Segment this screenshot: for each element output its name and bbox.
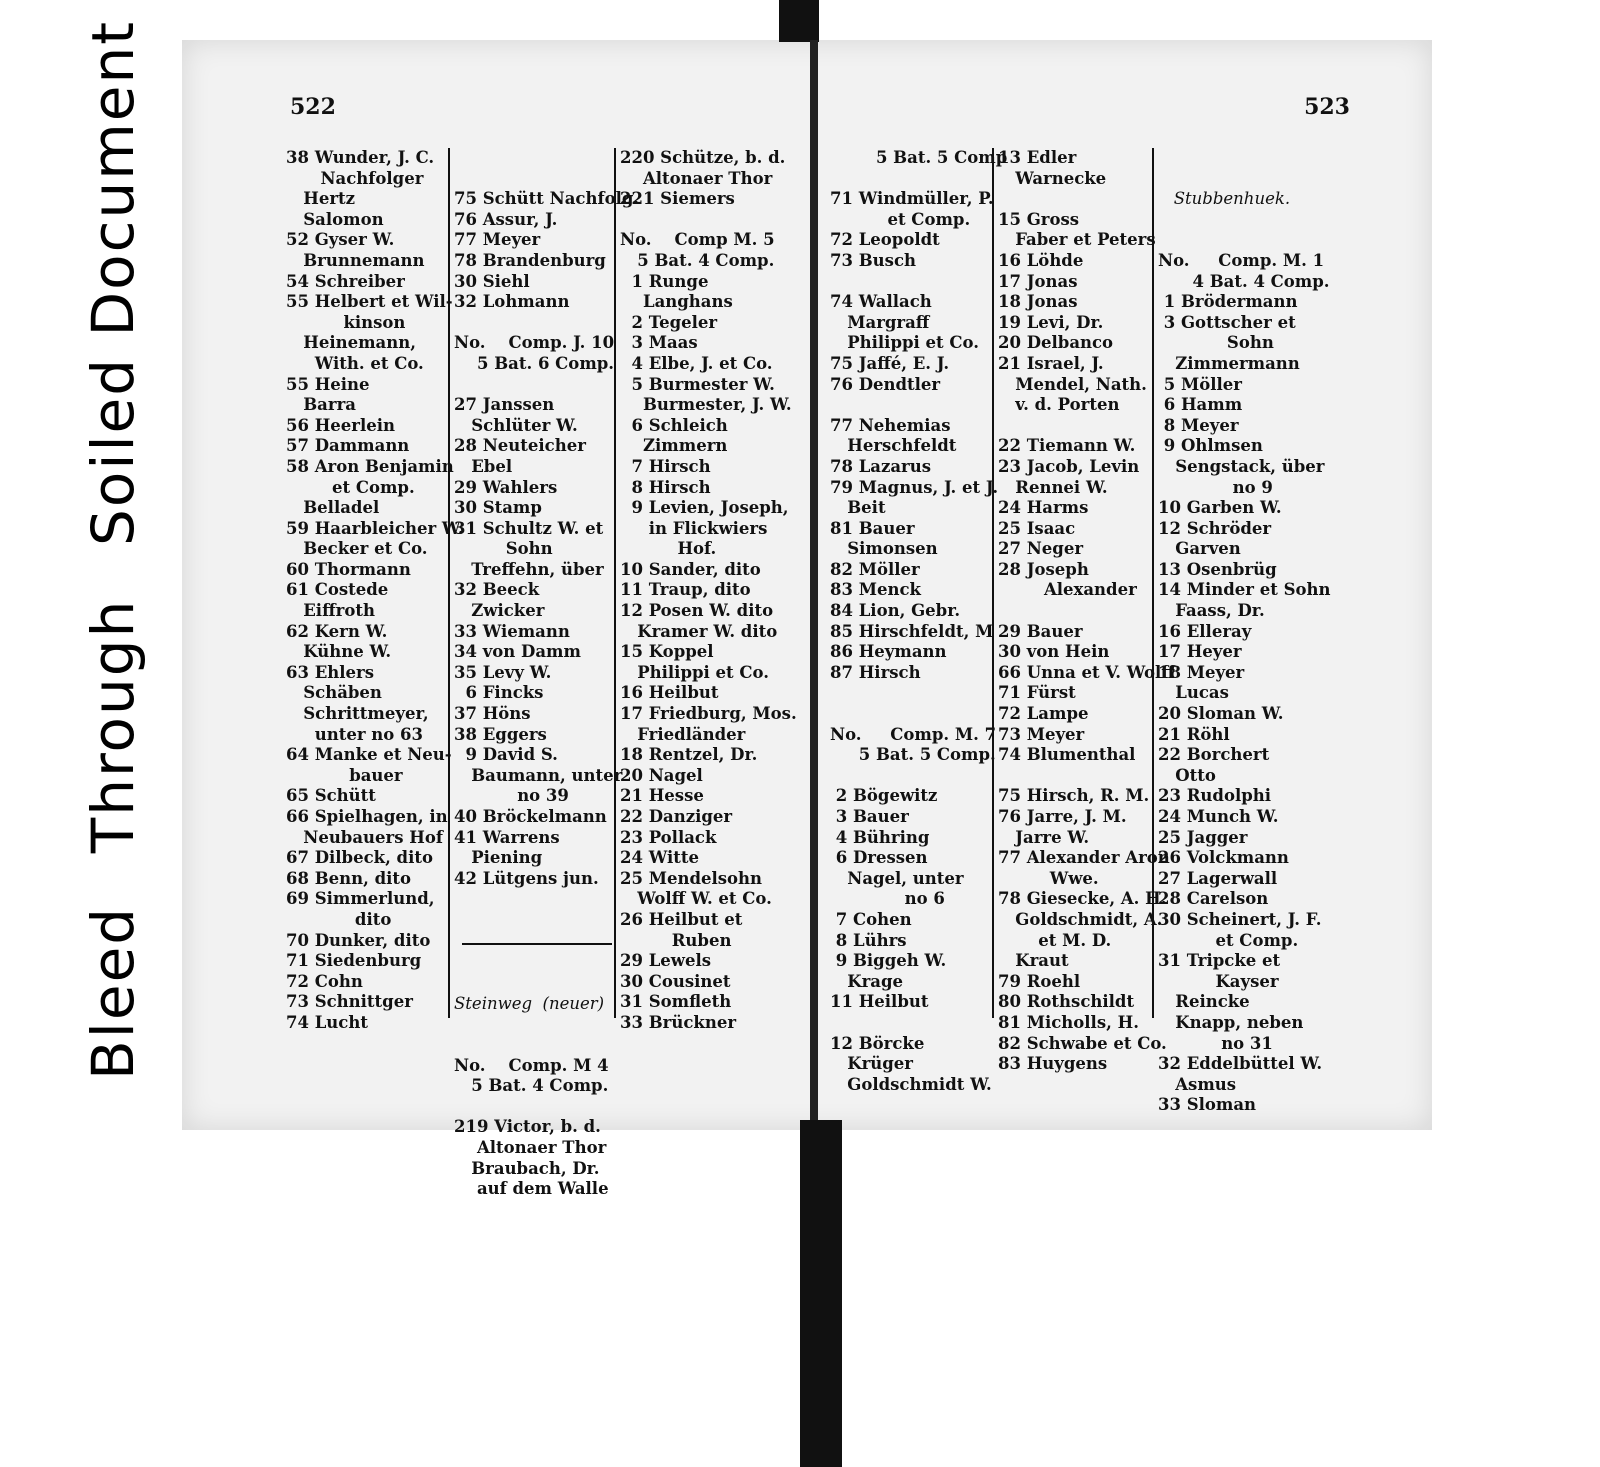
directory-entry: 9 Ohlmsen <box>1158 436 1263 456</box>
directory-entry: Belladel <box>286 498 380 518</box>
spine-top-mark <box>779 0 819 42</box>
directory-entry: 5 Bat. 4 Comp. <box>454 1076 609 1096</box>
directory-entry: 5 Bat. 6 Comp. <box>454 353 615 373</box>
directory-entry: 33 Wiemann <box>454 621 570 641</box>
directory-entry: 82 Schwabe et Co. <box>998 1033 1167 1053</box>
directory-entry: Margraff <box>830 312 930 332</box>
directory-entry: auf dem Walle <box>454 1179 609 1199</box>
directory-entry: Burmester, J. W. <box>620 395 792 415</box>
directory-entry: 17 Friedburg, Mos. <box>620 704 797 724</box>
directory-entry: 5 Bat. 5 Comp. <box>830 745 996 765</box>
directory-entry: Otto <box>1158 765 1216 785</box>
directory-entry: v. d. Porten <box>998 395 1120 415</box>
directory-entry: 5 Möller <box>1158 374 1242 394</box>
directory-entry: et M. D. <box>998 930 1112 950</box>
directory-entry: unter no 63 <box>286 724 423 744</box>
directory-entry: Kühne W. <box>286 642 392 662</box>
column-entries <box>1158 251 1330 1116</box>
directory-entry: 70 Dunker, dito <box>286 930 431 950</box>
directory-entry: 25 Isaac <box>998 518 1076 538</box>
directory-entry: 1 Brödermann <box>1158 292 1298 312</box>
page-number: 522 <box>290 94 336 120</box>
directory-entry: 26 Volckmann <box>1158 848 1289 868</box>
stamp-word-through: Through <box>79 598 147 854</box>
directory-entry: 74 Blumenthal <box>998 745 1136 765</box>
directory-entry: 55 Helbert et Wil- <box>286 292 453 312</box>
directory-entry: no 31 <box>1158 1033 1273 1053</box>
directory-entry: Mendel, Nath. <box>998 374 1147 394</box>
directory-entry: 87 Hirsch <box>830 662 921 682</box>
directory-entry: Wolff W. et Co. <box>620 889 772 909</box>
directory-entry: 4 Bühring <box>830 827 930 847</box>
directory-entry: Altonaer Thor <box>454 1137 607 1157</box>
directory-entry: 65 Schütt <box>286 786 376 806</box>
directory-entry: Kraut <box>998 951 1069 971</box>
directory-entry: dito <box>286 909 392 929</box>
directory-entry: Braubach, Dr. <box>454 1158 600 1178</box>
directory-entry: 54 Schreiber <box>286 271 405 291</box>
directory-entry: 71 Windmüller, P. <box>830 189 994 209</box>
directory-entry: 38 Eggers <box>454 724 547 744</box>
directory-entry: 31 Somfleth <box>620 992 732 1012</box>
directory-entry: Piening <box>454 848 543 868</box>
directory-entry <box>830 1013 988 1034</box>
directory-entry: in Flickwiers <box>620 518 768 538</box>
directory-entry: 32 Lohmann <box>454 292 570 312</box>
directory-entry: Salomon <box>286 209 384 229</box>
directory-entry: 12 Schröder <box>1158 518 1272 538</box>
directory-entry: 56 Heerlein <box>286 415 396 435</box>
directory-entry: 3 Maas <box>620 333 698 353</box>
directory-entry: 72 Leopoldt <box>830 230 940 250</box>
directory-entry: 21 Hesse <box>620 786 704 806</box>
directory-entry: Sengstack, über <box>1158 456 1325 476</box>
directory-entry: 10 Garben W. <box>1158 498 1282 518</box>
directory-entry: 58 Aron Benjamin <box>286 456 454 476</box>
directory-entry: 32 Beeck <box>454 580 540 600</box>
directory-entry: 11 Traup, dito <box>620 580 751 600</box>
directory-entry: 28 Joseph <box>998 559 1089 579</box>
directory-entry <box>998 601 1148 622</box>
directory-entry: 2 Tegeler <box>620 312 718 332</box>
directory-entry: 27 Lagerwall <box>1158 868 1278 888</box>
directory-entry: 77 Alexander Aron <box>998 848 1170 868</box>
directory-entry: Goldschmidt, A. <box>998 909 1163 929</box>
directory-entry <box>830 683 988 704</box>
directory-column <box>998 148 1175 1074</box>
directory-entry: 8 Meyer <box>1158 415 1239 435</box>
directory-entry: 13 Edler <box>998 148 1077 167</box>
directory-entry: 57 Dammann <box>286 436 410 456</box>
stamp-word-soiled-document: Soiled Document <box>79 20 147 546</box>
directory-entry: Friedländer <box>620 724 746 744</box>
directory-entry: 20 Nagel <box>620 765 703 785</box>
directory-entry: Krage <box>830 971 903 991</box>
directory-entry: 41 Warrens <box>454 827 560 847</box>
directory-entry: 72 Lampe <box>998 704 1089 724</box>
directory-entry: no 6 <box>830 889 945 909</box>
directory-entry: Asmus <box>1158 1074 1237 1094</box>
directory-entry: 6 Schleich <box>620 415 728 435</box>
directory-entry: 81 Bauer <box>830 518 915 538</box>
directory-entry: 13 Osenbrüg <box>1158 559 1277 579</box>
directory-entry: 10 Sander, dito <box>620 559 761 579</box>
directory-entry: 19 Levi, Dr. <box>998 312 1104 332</box>
directory-entry: 17 Heyer <box>1158 642 1242 662</box>
directory-entry: With. et Co. <box>286 353 424 373</box>
directory-entry: 23 Rudolphi <box>1158 786 1272 806</box>
directory-entry: bauer <box>286 765 403 785</box>
directory-entry: Schlüter W. <box>454 415 578 435</box>
directory-entry: 29 Bauer <box>998 621 1083 641</box>
directory-entry: 69 Simmerlund, <box>286 889 435 909</box>
directory-column <box>454 148 640 1199</box>
directory-entry: 64 Manke et Neu- <box>286 745 452 765</box>
directory-entry: 22 Borchert <box>1158 745 1270 765</box>
directory-entry: Warnecke <box>998 168 1107 188</box>
directory-entry: Kramer W. dito <box>620 621 778 641</box>
directory-entry: 22 Danziger <box>620 807 733 826</box>
directory-entry: 52 Gyser W. <box>286 230 395 250</box>
directory-entry: Nagel, unter <box>830 868 964 888</box>
directory-entry: 66 Spielhagen, in <box>286 807 448 826</box>
directory-entry: Ebel <box>454 456 513 476</box>
directory-entry: 78 Giesecke, A. H. <box>998 889 1167 909</box>
directory-entry: Heinemann, <box>286 333 416 353</box>
directory-entry: 11 Heilbut <box>830 992 929 1012</box>
directory-entry: 74 Wallach <box>830 292 932 312</box>
directory-entry: Zimmermann <box>1158 353 1300 373</box>
section-title: Steinweg (neuer) <box>454 993 605 1013</box>
directory-entry: 15 Gross <box>998 209 1080 229</box>
directory-entry: Nachfolger <box>286 168 424 188</box>
directory-entry: 1 Runge <box>620 271 709 291</box>
directory-entry: 38 Wunder, J. C. <box>286 148 435 167</box>
directory-entry: 68 Benn, dito <box>286 868 412 888</box>
directory-entry <box>454 375 610 396</box>
directory-entry <box>998 766 1148 787</box>
directory-entry: 75 Schütt Nachfolg. <box>454 189 640 209</box>
directory-entry: 35 Levy W. <box>454 662 552 682</box>
directory-column <box>286 148 464 1032</box>
directory-entry: 76 Jarre, J. M. <box>998 807 1127 826</box>
directory-entry: et Comp. <box>286 477 415 497</box>
directory-entry: Simonsen <box>830 539 938 559</box>
directory-entry: 9 David S. <box>454 745 558 765</box>
directory-entry: 77 Meyer <box>454 230 541 250</box>
directory-entry: Neubauers Hof <box>286 827 443 847</box>
directory-entry: 76 Dendtler <box>830 374 941 394</box>
directory-entry: No. Comp. M. 1 <box>1158 250 1325 270</box>
directory-entry <box>830 272 988 293</box>
directory-entry: 9 Levien, Joseph, <box>620 498 789 518</box>
directory-entry: 24 Harms <box>998 498 1089 518</box>
street-heading: Stubbenhuek. <box>1158 189 1291 209</box>
directory-entry: Becker et Co. <box>286 539 428 559</box>
directory-entry: 33 Brückner <box>620 1012 737 1032</box>
column-entries <box>454 1056 610 1200</box>
directory-entry <box>830 704 988 725</box>
directory-entry: 78 Lazarus <box>830 456 932 476</box>
directory-entry: No. Comp. M. 7 <box>830 724 997 744</box>
directory-entry: Baumann, unter <box>454 765 623 785</box>
directory-entry: 6 Dressen <box>830 848 928 868</box>
directory-entry: 4 Bat. 4 Comp. <box>1158 271 1330 291</box>
directory-entry: 79 Roehl <box>998 971 1081 991</box>
directory-entry: 20 Sloman W. <box>1158 704 1284 724</box>
directory-entry: 63 Ehlers <box>286 662 375 682</box>
directory-entry: 5 Bat. 5 Comp <box>830 148 1008 167</box>
directory-entry: 37 Höns <box>454 704 531 724</box>
section-divider <box>462 943 612 945</box>
directory-entry: 18 Rentzel, Dr. <box>620 745 758 765</box>
directory-entry: 3 Gottscher et <box>1158 312 1296 332</box>
directory-entry: 79 Magnus, J. et J. <box>830 477 999 497</box>
directory-entry: 40 Bröckelmann <box>454 807 607 826</box>
directory-entry: 5 Burmester W. <box>620 374 775 394</box>
directory-entry <box>830 766 988 787</box>
directory-entry: Kayser <box>1158 971 1279 991</box>
directory-entry: 28 Neuteicher <box>454 436 586 456</box>
directory-entry: 14 Minder et Sohn <box>1158 580 1331 600</box>
directory-entry: 59 Haarbleicher W. <box>286 518 464 538</box>
directory-entry: 66 Unna et V. Wolff <box>998 662 1175 682</box>
directory-entry: no 39 <box>454 786 569 806</box>
directory-entry: kinson <box>286 312 406 332</box>
directory-entry: 3 Bauer <box>830 807 909 826</box>
directory-entry: 75 Hirsch, R. M. <box>998 786 1150 806</box>
directory-entry: 60 Thormann <box>286 559 411 579</box>
directory-entry: 18 Jonas <box>998 292 1078 312</box>
directory-entry: 30 Scheinert, J. F. <box>1158 909 1322 929</box>
directory-entry: Zimmern <box>620 436 728 456</box>
directory-entry: Philippi et Co. <box>830 333 979 353</box>
directory-entry: Faber et Peters <box>998 230 1156 250</box>
directory-entry: Alexander <box>998 580 1137 600</box>
spine-bottom-mark <box>800 1120 842 1467</box>
directory-column <box>620 148 797 1034</box>
directory-entry: Goldschmidt W. <box>830 1074 992 1094</box>
directory-entry: Treffehn, über <box>454 559 604 579</box>
directory-entry: Eiffroth <box>286 601 375 621</box>
directory-entry <box>620 210 790 231</box>
directory-entry: 27 Janssen <box>454 395 555 415</box>
directory-entry: Schrittmeyer, <box>286 704 429 724</box>
directory-entry: 24 Munch W. <box>1158 807 1279 826</box>
directory-entry: 74 Lucht <box>286 1012 368 1032</box>
directory-entry: 4 Elbe, J. et Co. <box>620 353 773 373</box>
directory-entry: Zwicker <box>454 601 545 621</box>
directory-entry: 221 Siemers <box>620 189 735 209</box>
directory-entry: Philippi et Co. <box>620 662 769 682</box>
directory-entry: no 9 <box>1158 477 1273 497</box>
directory-entry: Herschfeldt <box>830 436 957 456</box>
directory-entry: 9 Biggeh W. <box>830 951 947 971</box>
directory-entry: Knapp, neben <box>1158 1012 1304 1032</box>
directory-entry: 18 Meyer <box>1158 662 1245 682</box>
directory-entry: Krüger <box>830 1054 913 1074</box>
directory-entry: 72 Cohn <box>286 971 363 991</box>
directory-entry <box>454 313 610 334</box>
directory-entry: 30 Siehl <box>454 271 530 291</box>
directory-entry: 20 Delbanco <box>998 333 1114 353</box>
directory-entry: 25 Jagger <box>1158 827 1248 847</box>
directory-entry: 22 Tiemann W. <box>998 436 1136 456</box>
stamp-word-bleed: Bleed <box>79 905 147 1080</box>
directory-entry: et Comp. <box>1158 930 1299 950</box>
directory-entry: 29 Wahlers <box>454 477 558 497</box>
directory-entry: 67 Dilbeck, dito <box>286 848 433 868</box>
left-page <box>282 40 812 1199</box>
directory-entry: 42 Lütgens jun. <box>454 868 599 888</box>
directory-entry: 31 Tripcke et <box>1158 951 1281 971</box>
directory-entry: 33 Sloman <box>1158 1095 1257 1115</box>
directory-entry <box>454 1097 610 1118</box>
directory-entry: No. Comp. J. 10 <box>454 333 615 353</box>
directory-entry: Reincke <box>1158 992 1250 1012</box>
directory-entry: 6 Hamm <box>1158 395 1243 415</box>
right-page <box>830 40 1350 1130</box>
directory-entry: 83 Menck <box>830 580 921 600</box>
directory-entry: 23 Pollack <box>620 827 717 847</box>
directory-entry: Sohn <box>1158 333 1274 353</box>
directory-column <box>830 148 1008 1094</box>
directory-entry: 55 Heine <box>286 374 370 394</box>
directory-entry: 12 Posen W. dito <box>620 601 774 621</box>
directory-entry: 25 Mendelsohn <box>620 868 763 888</box>
directory-entry: 2 Bögewitz <box>830 786 938 806</box>
directory-entry: Schäben <box>286 683 382 703</box>
directory-entry: 30 Stamp <box>454 498 542 518</box>
directory-entry: 30 von Hein <box>998 642 1110 662</box>
directory-entry: 73 Busch <box>830 250 916 270</box>
directory-entry: 83 Huygens <box>998 1054 1108 1074</box>
directory-entry: 32 Eddelbüttel W. <box>1158 1054 1323 1074</box>
directory-entry: 77 Nehemias <box>830 415 951 435</box>
directory-entry: 7 Cohen <box>830 909 912 929</box>
directory-entry: 86 Heymann <box>830 642 947 662</box>
directory-entry: Wwe. <box>998 868 1099 888</box>
directory-entry: Hof. <box>620 539 717 559</box>
directory-entry: 27 Neger <box>998 539 1084 559</box>
directory-entry: 8 Lührs <box>830 930 907 950</box>
directory-entry: 73 Meyer <box>998 724 1085 744</box>
directory-column <box>1158 148 1330 1157</box>
directory-entry: 219 Victor, b. d. <box>454 1117 601 1137</box>
directory-entry <box>998 189 1148 210</box>
directory-entry: Faass, Dr. <box>1158 601 1265 621</box>
directory-entry: No. Comp M. 5 <box>620 230 775 250</box>
directory-entry: Ruben <box>620 930 732 950</box>
directory-entry: No. Comp. M 4 <box>454 1055 609 1075</box>
directory-entry <box>830 169 988 190</box>
directory-entry: 15 Koppel <box>620 642 714 662</box>
directory-entry: 17 Jonas <box>998 271 1078 291</box>
column-entries <box>454 189 640 889</box>
directory-entry: 6 Fincks <box>454 683 544 703</box>
directory-entry: 7 Hirsch <box>620 456 711 476</box>
directory-entry: 61 Costede <box>286 580 389 600</box>
directory-entry: 26 Heilbut et <box>620 909 743 929</box>
directory-entry: 71 Siedenburg <box>286 951 422 971</box>
directory-entry: 28 Carelson <box>1158 889 1269 909</box>
directory-entry: 5 Bat. 4 Comp. <box>620 250 775 270</box>
directory-entry: 23 Jacob, Levin <box>998 456 1140 476</box>
directory-entry: Rennei W. <box>998 477 1108 497</box>
directory-entry <box>830 395 988 416</box>
directory-entry: 81 Micholls, H. <box>998 1012 1139 1032</box>
directory-entry: Langhans <box>620 292 733 312</box>
directory-entry: 24 Witte <box>620 848 699 868</box>
directory-entry: Beit <box>830 498 886 518</box>
directory-entry: 21 Röhl <box>1158 724 1230 744</box>
directory-entry: Hertz <box>286 189 356 209</box>
directory-entry: Sohn <box>454 539 553 559</box>
directory-entry <box>998 416 1148 437</box>
directory-entry: 85 Hirschfeldt, M <box>830 621 994 641</box>
directory-entry: 75 Jaffé, E. J. <box>830 353 950 373</box>
directory-entry: Garven <box>1158 539 1241 559</box>
stamp-text <box>79 20 147 1080</box>
directory-entry: 21 Israel, J. <box>998 353 1104 373</box>
directory-entry: Barra <box>286 395 356 415</box>
directory-entry: 31 Schultz W. et <box>454 518 604 538</box>
directory-entry: 34 von Damm <box>454 642 581 662</box>
directory-entry: 80 Rothschildt <box>998 992 1135 1012</box>
directory-entry: Lucas <box>1158 683 1229 703</box>
directory-entry: 16 Löhde <box>998 250 1084 270</box>
directory-entry: 76 Assur, J. <box>454 209 558 229</box>
directory-entry: 71 Fürst <box>998 683 1076 703</box>
directory-entry: et Comp. <box>830 209 971 229</box>
directory-entry: Altonaer Thor <box>620 168 773 188</box>
directory-entry: 62 Kern W. <box>286 621 388 641</box>
directory-entry: 82 Möller <box>830 559 920 579</box>
directory-entry: 29 Lewels <box>620 951 712 971</box>
directory-entry: Brunnemann <box>286 250 425 270</box>
directory-entry: 8 Hirsch <box>620 477 711 497</box>
directory-entry: 12 Börcke <box>830 1033 925 1053</box>
directory-entry: Jarre W. <box>998 827 1090 847</box>
directory-entry: 220 Schütze, b. d. <box>620 148 786 167</box>
page-number: 523 <box>1304 94 1350 120</box>
directory-entry: 73 Schnittger <box>286 992 413 1012</box>
directory-entry: 78 Brandenburg <box>454 250 606 270</box>
directory-entry: 16 Elleray <box>1158 621 1252 641</box>
directory-entry: 16 Heilbut <box>620 683 719 703</box>
directory-entry: 30 Cousinet <box>620 971 731 991</box>
directory-entry: 84 Lion, Gebr. <box>830 601 961 621</box>
